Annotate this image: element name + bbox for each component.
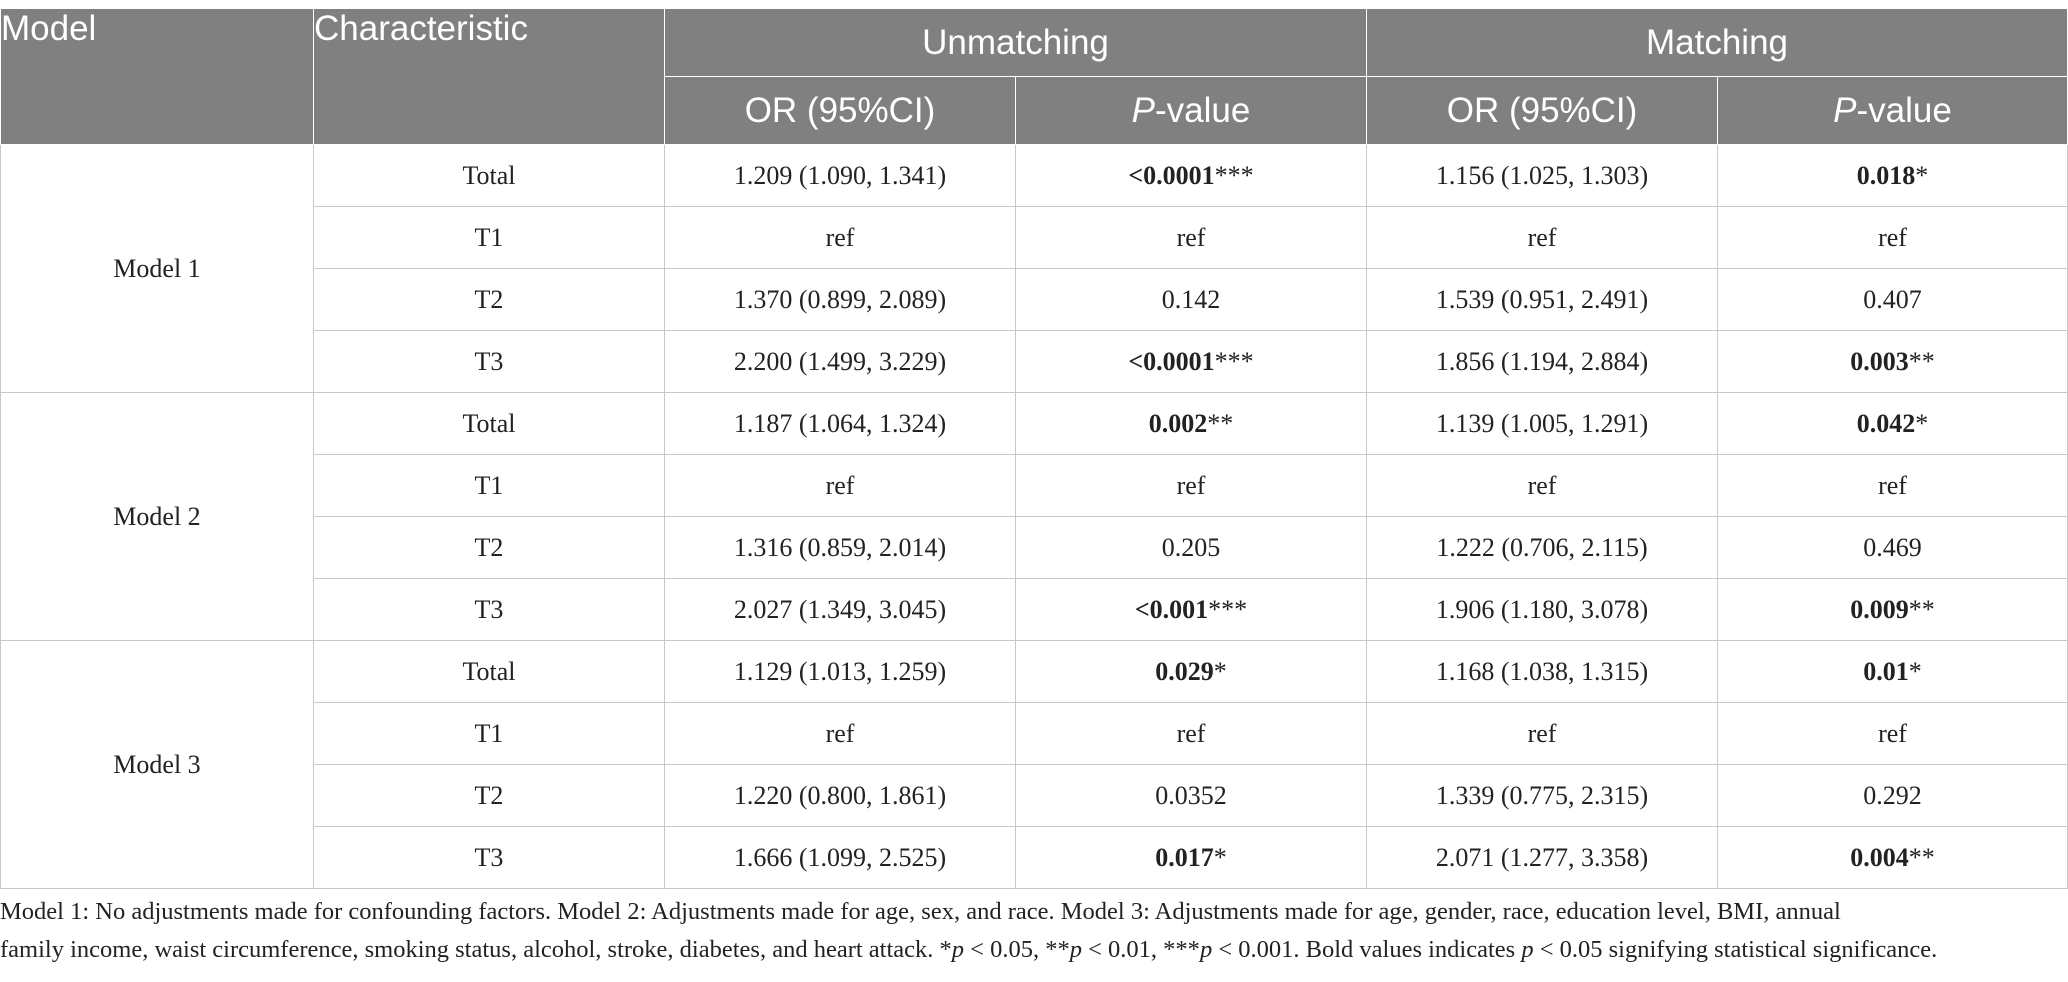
unmatching-or-cell: 1.220 (0.800, 1.861) — [665, 765, 1016, 827]
matching-or-cell: 2.071 (1.277, 3.358) — [1367, 827, 1718, 889]
results-table — [0, 8, 2068, 889]
model-name-cell: Model 1 — [1, 145, 314, 393]
p-value: 0.292 — [1863, 780, 1922, 810]
unmatching-p-cell — [1016, 331, 1367, 393]
matching-or-cell: 1.539 (0.951, 2.491) — [1367, 269, 1718, 331]
header-p-suffix: -value — [1856, 90, 1952, 130]
header-matching: Matching — [1367, 9, 2068, 77]
matching-p-cell — [1718, 765, 2068, 827]
characteristic-cell: Total — [314, 393, 665, 455]
header-matching-p — [1718, 77, 2068, 145]
significance-marker: * — [1213, 656, 1227, 686]
table-row — [1, 641, 2068, 703]
significance-marker: ** — [1207, 408, 1234, 438]
matching-or-cell: 1.168 (1.038, 1.315) — [1367, 641, 1718, 703]
significance-marker: *** — [1214, 160, 1254, 190]
header-unmatching: Unmatching — [665, 9, 1367, 77]
matching-p-cell — [1718, 517, 2068, 579]
p-value: 0.018 — [1856, 160, 1916, 190]
matching-p-cell — [1718, 207, 2068, 269]
header-p-italic: P — [1131, 90, 1156, 130]
characteristic-cell: Total — [314, 641, 665, 703]
unmatching-or-cell: 1.187 (1.064, 1.324) — [665, 393, 1016, 455]
header-unmatching-p — [1016, 77, 1367, 145]
characteristic-cell: T2 — [314, 765, 665, 827]
unmatching-p-cell — [1016, 827, 1367, 889]
unmatching-or-cell: ref — [665, 207, 1016, 269]
significance-marker: ** — [1908, 346, 1935, 376]
header-matching-or: OR (95%CI) — [1367, 77, 1718, 145]
p-value: ref — [1176, 718, 1206, 748]
matching-p-cell — [1718, 827, 2068, 889]
footnote-p: p — [1069, 936, 1082, 963]
footnote-text: < 0.001. Bold values indicates — [1212, 936, 1522, 963]
unmatching-or-cell: 1.666 (1.099, 2.525) — [665, 827, 1016, 889]
matching-or-cell: 1.339 (0.775, 2.315) — [1367, 765, 1718, 827]
p-value: <0.001 — [1134, 594, 1209, 624]
header-unmatching-or: OR (95%CI) — [665, 77, 1016, 145]
significance-marker: ** — [1908, 594, 1935, 624]
unmatching-or-cell: 2.200 (1.499, 3.229) — [665, 331, 1016, 393]
matching-or-cell: 1.856 (1.194, 2.884) — [1367, 331, 1718, 393]
model-name-cell: Model 2 — [1, 393, 314, 641]
header-p-italic: P — [1833, 90, 1857, 130]
model-name-cell: Model 3 — [1, 641, 314, 889]
header-row-1 — [1, 9, 2068, 77]
table-body — [1, 145, 2068, 889]
matching-p-cell — [1718, 455, 2068, 517]
footnote-text: family income, waist circumference, smoking status, alcohol, stroke, diabetes, and heart attack. * — [0, 936, 952, 963]
header-characteristic: Characteristic — [314, 9, 665, 145]
matching-p-cell — [1718, 579, 2068, 641]
significance-marker: * — [1915, 408, 1929, 438]
p-value: 0.004 — [1850, 842, 1909, 872]
matching-p-cell — [1718, 269, 2068, 331]
p-value: <0.0001 — [1128, 160, 1215, 190]
unmatching-or-cell: 2.027 (1.349, 3.045) — [665, 579, 1016, 641]
footnote-p: p — [1199, 936, 1213, 963]
footnote-text: < 0.05, ** — [964, 936, 1070, 963]
p-value: ref — [1878, 222, 1907, 252]
unmatching-p-cell — [1016, 455, 1367, 517]
matching-p-cell — [1718, 331, 2068, 393]
p-value: 0.205 — [1161, 532, 1221, 562]
characteristic-cell: T3 — [314, 827, 665, 889]
unmatching-p-cell — [1016, 579, 1367, 641]
p-value: 0.002 — [1148, 408, 1208, 438]
footnote-line-2 — [0, 931, 2066, 969]
matching-or-cell: ref — [1367, 703, 1718, 765]
significance-marker: *** — [1208, 594, 1248, 624]
p-value: 0.029 — [1155, 656, 1214, 686]
p-value: 0.042 — [1856, 408, 1916, 438]
unmatching-p-cell — [1016, 517, 1367, 579]
characteristic-cell: Total — [314, 145, 665, 207]
footnote-text: < 0.05 signifying statistical significance. — [1533, 936, 1938, 963]
characteristic-cell: T2 — [314, 269, 665, 331]
p-value: 0.469 — [1863, 532, 1922, 562]
unmatching-or-cell: ref — [665, 703, 1016, 765]
characteristic-cell: T3 — [314, 579, 665, 641]
significance-marker: ** — [1908, 842, 1935, 872]
p-value: ref — [1878, 718, 1907, 748]
unmatching-p-cell — [1016, 145, 1367, 207]
matching-or-cell: 1.156 (1.025, 1.303) — [1367, 145, 1718, 207]
unmatching-p-cell — [1016, 393, 1367, 455]
characteristic-cell: T2 — [314, 517, 665, 579]
matching-or-cell: 1.222 (0.706, 2.115) — [1367, 517, 1718, 579]
p-value: 0.003 — [1850, 346, 1909, 376]
footnote-p: p — [1521, 936, 1534, 963]
p-value: 0.01 — [1863, 656, 1909, 686]
header-p-suffix: -value — [1155, 90, 1251, 130]
significance-marker: * — [1213, 842, 1227, 872]
p-value: 0.017 — [1155, 842, 1214, 872]
characteristic-cell: T1 — [314, 455, 665, 517]
significance-marker: * — [1915, 160, 1929, 190]
table-row — [1, 393, 2068, 455]
footnote-text: < 0.01, *** — [1081, 936, 1200, 963]
p-value: <0.0001 — [1128, 346, 1215, 376]
p-value: 0.0352 — [1155, 780, 1227, 810]
p-value: 0.009 — [1850, 594, 1909, 624]
unmatching-p-cell — [1016, 703, 1367, 765]
unmatching-p-cell — [1016, 207, 1367, 269]
matching-or-cell: 1.906 (1.180, 3.078) — [1367, 579, 1718, 641]
unmatching-or-cell: 1.209 (1.090, 1.341) — [665, 145, 1016, 207]
unmatching-or-cell: 1.316 (0.859, 2.014) — [665, 517, 1016, 579]
characteristic-cell: T3 — [314, 331, 665, 393]
matching-or-cell: ref — [1367, 455, 1718, 517]
unmatching-or-cell: 1.129 (1.013, 1.259) — [665, 641, 1016, 703]
p-value: 0.407 — [1863, 284, 1922, 314]
footnote-p: p — [951, 936, 965, 963]
characteristic-cell: T1 — [314, 207, 665, 269]
characteristic-cell: T1 — [314, 703, 665, 765]
unmatching-or-cell: 1.370 (0.899, 2.089) — [665, 269, 1016, 331]
matching-p-cell — [1718, 145, 2068, 207]
p-value: ref — [1176, 222, 1206, 252]
unmatching-p-cell — [1016, 641, 1367, 703]
footnote-line-1: Model 1: No adjustments made for confounding factors. Model 2: Adjustments made for age, sex, and race. Model 3: Adjustments made for age, gender, race, education level, BMI, annual — [0, 898, 1841, 925]
table-row — [1, 145, 2068, 207]
unmatching-or-cell: ref — [665, 455, 1016, 517]
header-model: Model — [1, 9, 314, 145]
unmatching-p-cell — [1016, 765, 1367, 827]
matching-or-cell: 1.139 (1.005, 1.291) — [1367, 393, 1718, 455]
table-footnote — [0, 893, 2066, 969]
significance-marker: *** — [1214, 346, 1254, 376]
matching-or-cell: ref — [1367, 207, 1718, 269]
p-value: ref — [1176, 470, 1206, 500]
matching-p-cell — [1718, 393, 2068, 455]
p-value: ref — [1878, 470, 1907, 500]
unmatching-p-cell — [1016, 269, 1367, 331]
p-value: 0.142 — [1161, 284, 1221, 314]
matching-p-cell — [1718, 703, 2068, 765]
matching-p-cell — [1718, 641, 2068, 703]
significance-marker: * — [1908, 656, 1922, 686]
